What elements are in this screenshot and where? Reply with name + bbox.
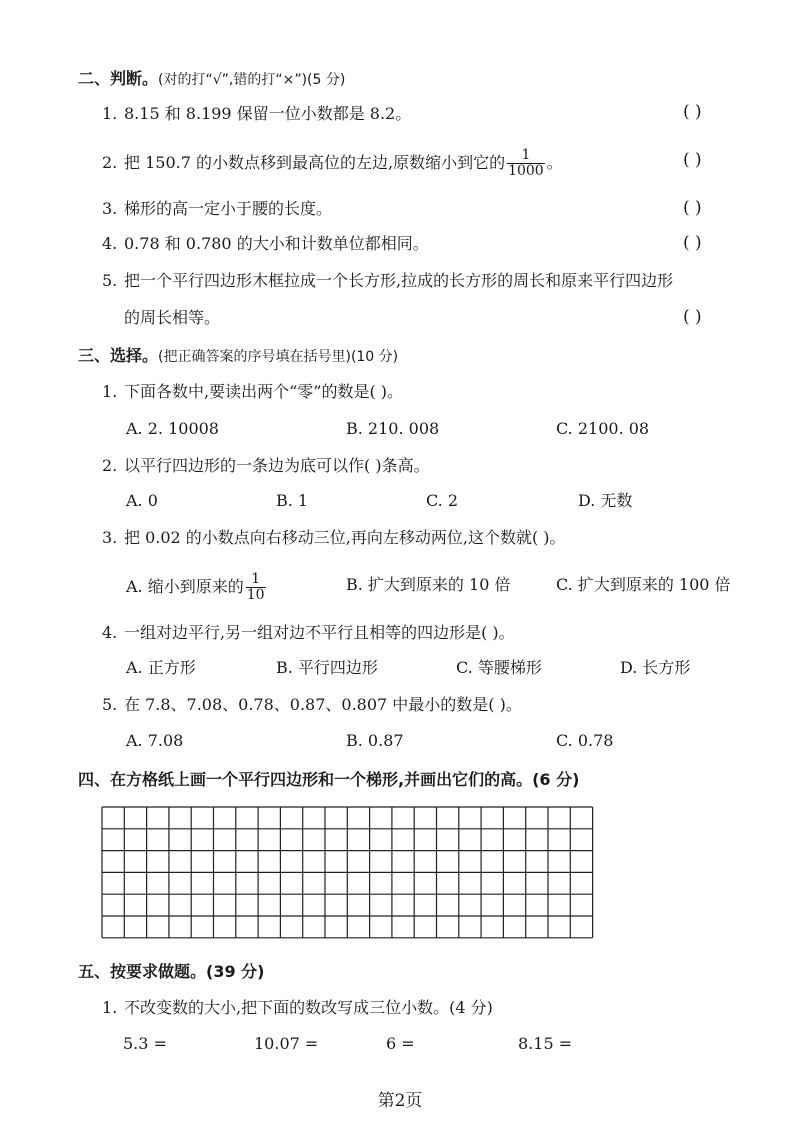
s2-item-2 xyxy=(102,148,563,179)
option[interactable]: A. 7.08 xyxy=(126,731,184,750)
item-text: 以平行四边形的一条边为底可以作( )条高。 xyxy=(124,456,430,475)
s2-item-3 xyxy=(102,198,332,220)
item-number: 1. xyxy=(102,382,118,401)
section-3-title: 三、选择。 xyxy=(78,346,159,365)
s3-item-1 xyxy=(102,381,403,403)
item-number: 1. xyxy=(102,998,118,1017)
fraction-denominator: 1000 xyxy=(508,163,544,179)
conversion-expr[interactable]: 8.15 = xyxy=(518,1034,573,1053)
section-2-title: 二、判断。 xyxy=(78,69,159,88)
s5-item-1 xyxy=(102,997,493,1019)
option[interactable]: A. 正方形 xyxy=(126,658,196,677)
option[interactable]: D. 无数 xyxy=(578,491,633,510)
option[interactable]: B. 平行四边形 xyxy=(276,658,378,677)
item-number: 5. xyxy=(102,271,118,290)
option[interactable]: B. 1 xyxy=(276,491,309,510)
item-text: 8.15 和 8.199 保留一位小数都是 8.2。 xyxy=(124,104,412,123)
section-4-heading: 四、在方格纸上画一个平行四边形和一个梯形,并画出它们的高。(6 分) xyxy=(78,770,580,789)
conversion-expr[interactable]: 10.07 = xyxy=(254,1034,319,1053)
s2-item-5 xyxy=(102,270,673,292)
s3-item-2 xyxy=(102,455,430,477)
option[interactable] xyxy=(126,572,268,603)
fraction-numerator: 1 xyxy=(507,148,545,164)
item-text-end: 。 xyxy=(546,153,563,172)
option[interactable]: B. 0.87 xyxy=(346,731,404,750)
s3-item-3 xyxy=(102,527,566,549)
s3-item-4 xyxy=(102,622,515,644)
item-number: 4. xyxy=(102,623,118,642)
item-number: 2. xyxy=(102,153,118,172)
item-number: 3. xyxy=(102,199,118,218)
option[interactable]: C. 2100. 08 xyxy=(556,419,650,438)
section-3-note: (把正确答案的序号填在括号里)(10 分) xyxy=(158,349,399,365)
s2-item-4 xyxy=(102,233,429,255)
option[interactable]: A. 0 xyxy=(126,491,158,510)
s2-item-5-cont: 的周长相等。 xyxy=(124,308,221,327)
answer-paren[interactable]: ( ) xyxy=(683,307,702,327)
fraction xyxy=(246,572,266,603)
item-text: 把一个平行四边形木框拉成一个长方形,拉成的长方形的周长和原来平行四边形 xyxy=(124,271,674,290)
item-number: 3. xyxy=(102,528,118,547)
option-text: A. 缩小到原来的 xyxy=(126,577,244,596)
option[interactable]: B. 210. 008 xyxy=(346,419,440,438)
section-2-note: (对的打“√”,错的打“×”)(5 分) xyxy=(158,72,346,88)
conversion-expr[interactable]: 5.3 = xyxy=(123,1034,167,1053)
item-text: 把 150.7 的小数点移到最高位的左边,原数缩小到它的 xyxy=(124,153,506,172)
conversion-expr[interactable]: 6 = xyxy=(386,1034,415,1053)
item-text: 把 0.02 的小数点向右移动三位,再向左移动两位,这个数就( )。 xyxy=(124,528,566,547)
option[interactable]: A. 2. 10008 xyxy=(126,419,219,438)
item-text: 不改变数的大小,把下面的数改写成三位小数。(4 分) xyxy=(124,998,493,1017)
item-text: 下面各数中,要读出两个“零”的数是( )。 xyxy=(124,382,404,401)
fraction xyxy=(507,148,545,179)
item-text: 一组对边平行,另一组对边不平行且相等的四边形是( )。 xyxy=(124,623,515,642)
item-text: 梯形的高一定小于腰的长度。 xyxy=(124,199,333,218)
answer-paren[interactable]: ( ) xyxy=(683,198,702,218)
option[interactable]: C. 等腰梯形 xyxy=(456,658,542,677)
item-number: 4. xyxy=(102,234,118,253)
page-number: 第2页 xyxy=(377,1091,423,1111)
section-3-heading xyxy=(78,345,398,368)
graph-paper-grid[interactable] xyxy=(101,806,597,942)
fraction-numerator: 1 xyxy=(246,572,266,588)
item-text: 0.78 和 0.780 的大小和计数单位都相同。 xyxy=(124,234,429,253)
item-number: 2. xyxy=(102,456,118,475)
option[interactable]: D. 长方形 xyxy=(620,658,691,677)
answer-paren[interactable]: ( ) xyxy=(683,233,702,253)
answer-paren[interactable]: ( ) xyxy=(683,150,702,170)
section-5-heading: 五、按要求做题。(39 分) xyxy=(78,962,265,981)
option[interactable]: C. 2 xyxy=(426,491,459,510)
option[interactable]: C. 扩大到原来的 100 倍 xyxy=(556,575,731,594)
s3-item-5 xyxy=(102,694,522,716)
option[interactable]: C. 0.78 xyxy=(556,731,614,750)
option[interactable]: B. 扩大到原来的 10 倍 xyxy=(346,575,511,594)
s2-item-1 xyxy=(102,103,411,125)
answer-paren[interactable]: ( ) xyxy=(683,102,702,122)
section-2-heading xyxy=(78,68,345,91)
item-number: 1. xyxy=(102,104,118,123)
fraction-denominator: 10 xyxy=(246,587,265,603)
item-text: 在 7.8、7.08、0.78、0.87、0.807 中最小的数是( )。 xyxy=(124,695,522,714)
item-number: 5. xyxy=(102,695,118,714)
